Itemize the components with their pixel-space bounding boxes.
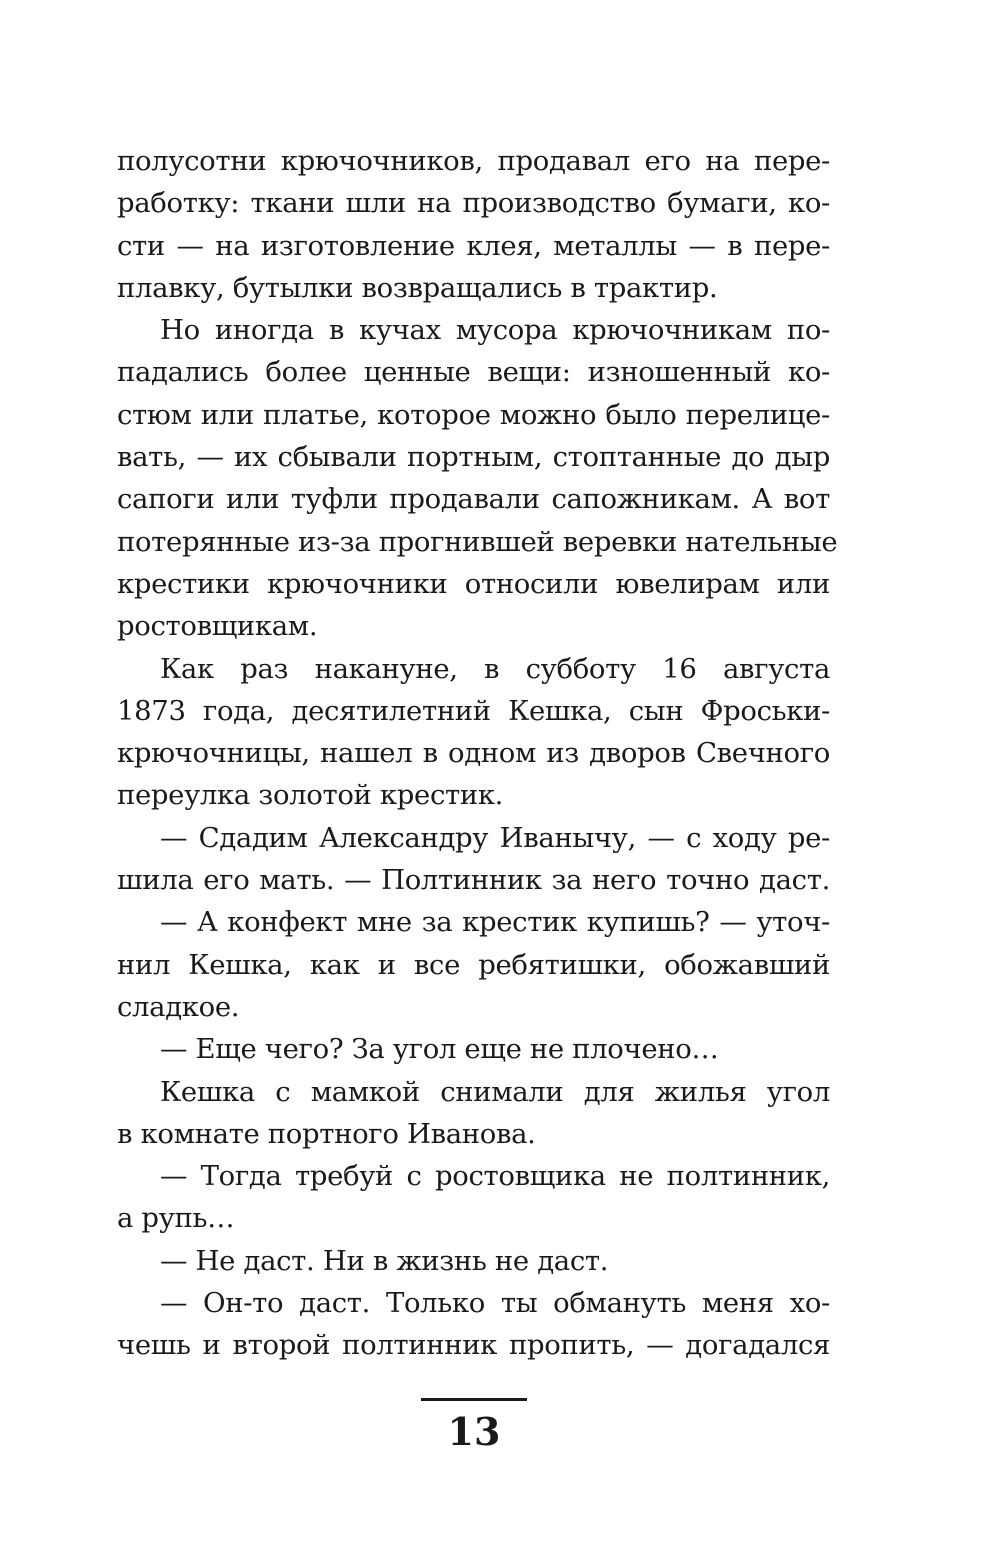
text-line: — Он-то даст. Только ты обмануть меня хо-: [160, 1287, 830, 1320]
text-line: полусотни крючочников, продавал его на пере-: [117, 145, 830, 177]
text-line: крючочницы, нашел в одном из дворов Свечного: [117, 737, 830, 770]
text-line: сладкое.: [117, 990, 240, 1023]
text-line: падались более ценные вещи: изношенный ко-: [117, 356, 830, 389]
text-line: а рупь…: [117, 1202, 235, 1235]
text-line: шила его мать. — Полтинник за него точно даст.: [117, 864, 830, 897]
text-line: сапоги или туфли продавали сапожникам. А вот: [117, 483, 830, 516]
text-line: — Не даст. Ни в жизнь не даст.: [160, 1244, 609, 1277]
text-line: Но иногда в кучах мусора крючочникам по-: [160, 314, 830, 347]
text-line: потерянные из-за прогнившей веревки нательные: [117, 525, 838, 558]
text-line: — Сдадим Александру Иванычу, — с ходу ре-: [160, 821, 830, 854]
text-line: сти — на изготовление клея, металлы — в пере-: [117, 229, 830, 262]
text-line: стюм или платье, которое можно было перелице-: [117, 398, 830, 431]
text-line: нил Кешка, как и все ребятишки, обожавший: [117, 948, 830, 981]
text-line: переулка золотой крестик.: [117, 779, 504, 812]
folio-rule: [421, 1398, 527, 1401]
text-line: — Тогда требуй с ростовщика не полтинник,: [160, 1160, 830, 1193]
text-line: Кешка с мамкой снимали для жилья угол: [160, 1075, 830, 1108]
text-line: плавку, бутылки возвращались в трактир.: [117, 271, 718, 304]
body-text: [117, 140, 838, 1367]
text-line: в комнате портного Иванова.: [117, 1117, 536, 1150]
text-line: — А конфект мне за крестик купишь? — уточ-: [160, 906, 830, 939]
text-line: крестики крючочники относили ювелирам или: [117, 567, 830, 600]
text-line: Как раз накануне, в субботу 16 августа: [160, 652, 830, 685]
text-line: чешь и второй полтинник пропить, — догадался: [117, 1329, 830, 1362]
text-line: работку: ткани шли на производство бумаги, ко-: [117, 187, 830, 220]
text-line: вать, — их сбывали портным, стоптанные до дыр: [117, 441, 830, 474]
text-line: 1873 года, десятилетний Кешка, сын Фроськи-: [117, 694, 830, 727]
text-line: ростовщикам.: [117, 610, 318, 643]
text-line: — Еще чего? За угол еще не плочено…: [160, 1033, 719, 1066]
page-number: 13: [447, 1409, 501, 1454]
